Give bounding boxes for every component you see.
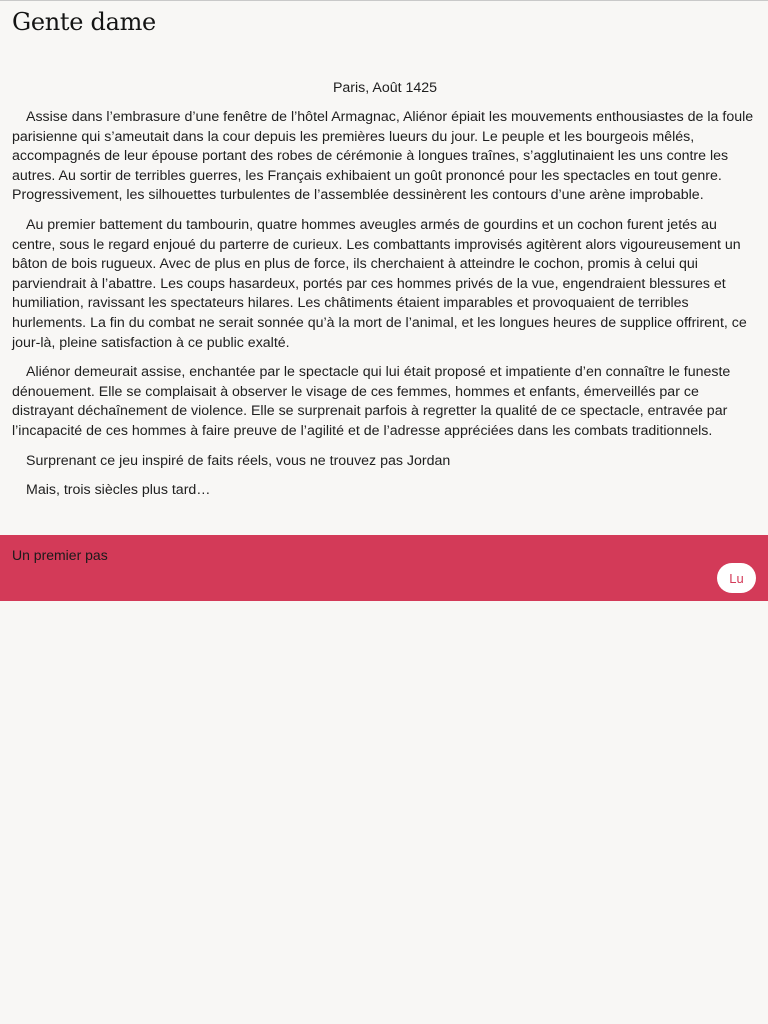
read-button[interactable]: Lu — [717, 563, 756, 593]
paragraph: Mais, trois siècles plus tard… — [26, 482, 211, 499]
paragraph: Au premier battement du tambourin, quatre hommes aveugles armés de gourdins et un cochon furent jetés au centre, sous le regard enjoué du parterre de curieux. Les combattants improvisés agitèrent alors vigoureusement un bâton de bois rugueux. Avec de plus en plus de force, ils cherchaient à atteindre le cochon, promis à celui qui parviendrait à l’abattre. Les coups hasardeux, portés par ces hommes privés de la vue, engendraient blessures et humiliation, ravissant les spectateurs hilares. Les châtiments étaient imparables et provoquaient de terribles hurlements. La fin du combat ne serait sonnée qu’à la mort de l’animal, et les longues heures de supplice offrirent, ce jour-là, pleine satisfaction à ce public exalté. — [12, 216, 747, 351]
chapter-text — [12, 78, 758, 511]
paragraph: Surprenant ce jeu inspiré de faits réels, vous ne trouvez pas Jordan — [26, 452, 451, 469]
chapter-bar[interactable] — [0, 535, 768, 601]
paragraph: Aliénor demeurait assise, enchantée par le spectacle qui lui était proposé et impatiente d’en connaître le funeste dénouement. Elle se complaisait à observer le visage de ces femmes, hommes et enfants, émerveillés par ce distrayant déchaînement de violence. Elle se surprenait parfois à regretter la qualité de ce spectacle, entravée par l’incapacité de ces hommes à faire preuve de l’agilité et de l’adresse appréciées dans les combats traditionnels. — [12, 364, 731, 439]
chapter-dateline: Paris, Août 1425 — [332, 80, 438, 96]
book-title: Gente dame — [12, 8, 156, 36]
paragraph: Assise dans l’embrasure d’une fenêtre de l’hôtel Armagnac, Aliénor épiait les mouvements enthousiastes de la foule parisienne qui s’ameutait dans la cour depuis les premières lueurs du jour. Le peuple et les bourgeois mêlés, accompagnés de leur épouse portant des robes de cérémonie à longues traînes, s’agglutinaient les uns contre les autres. Au sortir de terribles guerres, les Français exhibaient un goût prononcé pour les spectacles en tout genre. Progressivement, les silhouettes turbulentes de l’assemblée dessinèrent les contours d’une arène improbable. — [12, 109, 754, 204]
chapter-bar-title: Un premier pas — [12, 547, 108, 563]
top-divider — [0, 0, 768, 1]
